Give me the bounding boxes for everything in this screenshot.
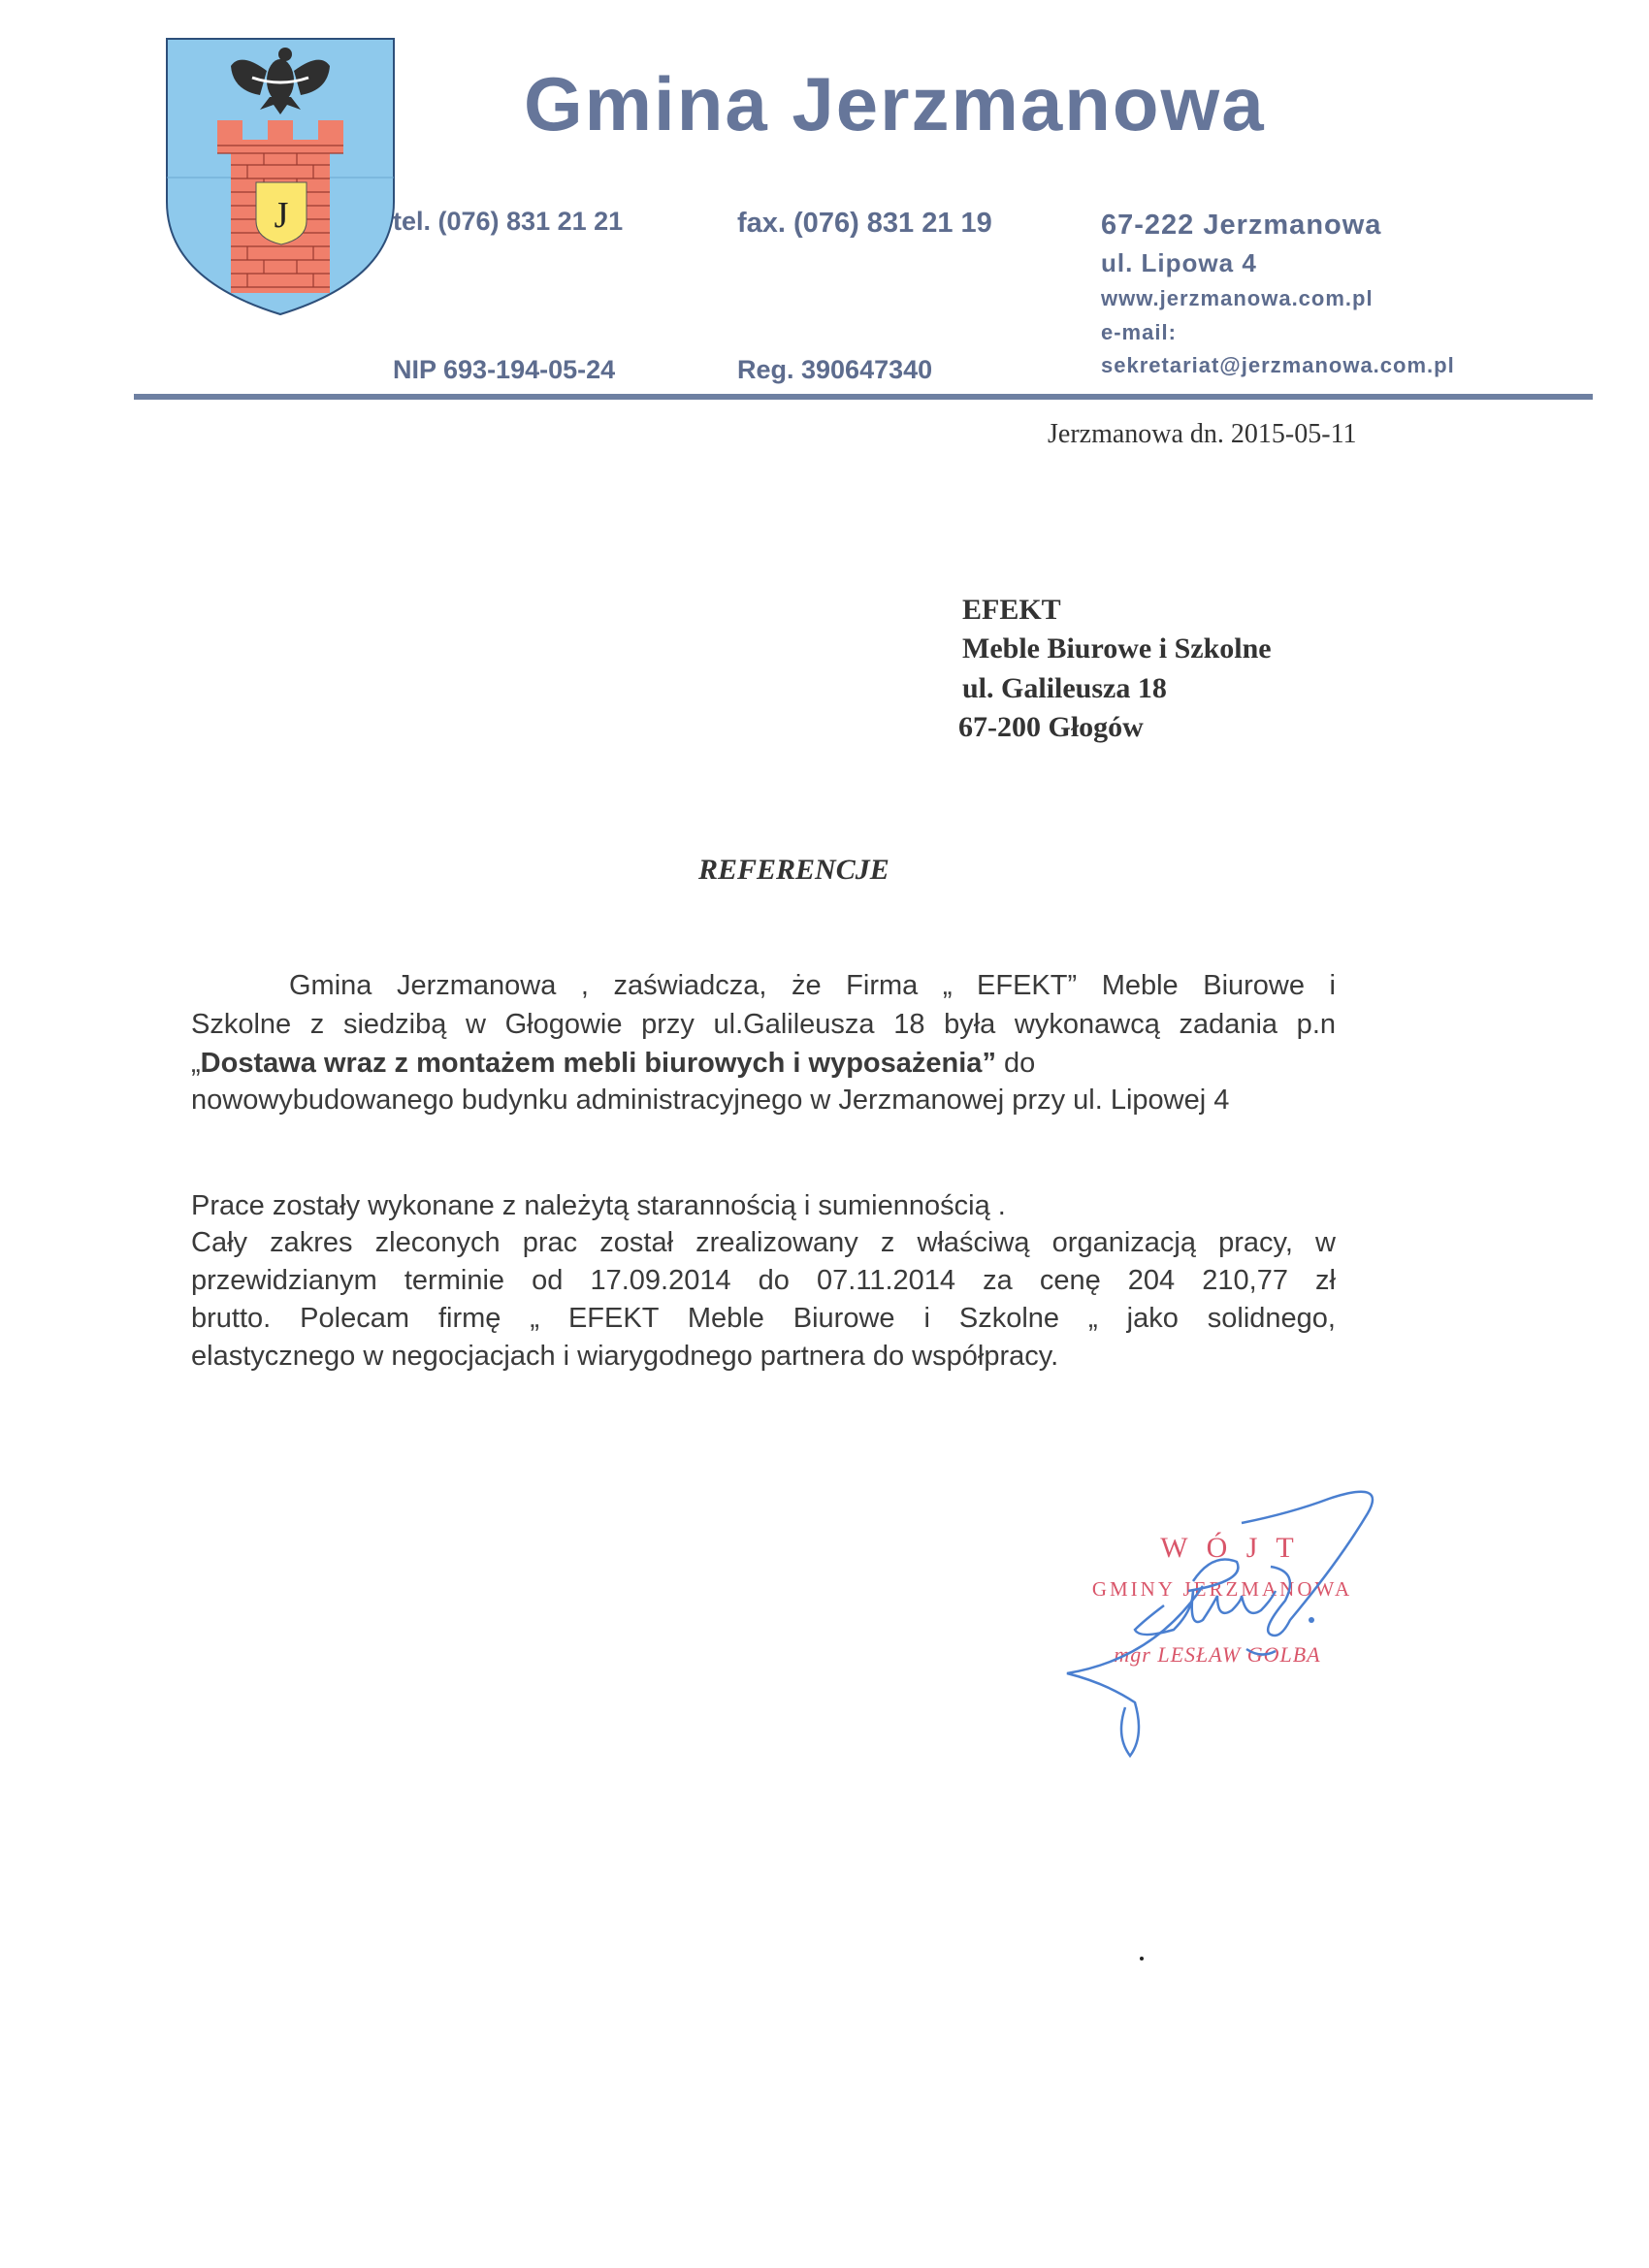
stamp-title: W Ó J T	[1160, 1532, 1300, 1564]
recipient-street: ul. Galileusza 18	[962, 672, 1167, 704]
fax-number: fax. (076) 831 21 19	[737, 208, 992, 239]
website-link[interactable]: www.jerzmanowa.com.pl	[1101, 286, 1374, 310]
paragraph1-line	[191, 1048, 1035, 1080]
document-heading: REFERENCJE	[698, 854, 889, 886]
paragraph2-line: elastycznego w negocjacjach i wiarygodnego partnera do współpracy.	[191, 1341, 1059, 1372]
stamp-name: mgr LESŁAW GOLBA	[1114, 1642, 1321, 1667]
coat-of-arms-logo	[163, 37, 400, 318]
letterhead-title: Gmina Jerzmanowa	[524, 61, 1266, 146]
paragraph1-tail: do	[995, 1048, 1036, 1079]
reg-number: Reg. 390647340	[737, 355, 933, 384]
date-line: Jerzmanowa dn. 2015-05-11	[1048, 419, 1357, 449]
scan-speck	[1140, 1957, 1144, 1960]
paragraph2-line: przewidzianym terminie od 17.09.2014 do 07.11.2014 za cenę 204 210,77 zł	[191, 1265, 1336, 1296]
paragraph1-line: Gmina Jerzmanowa , zaświadcza, że Firma „ EFEKT” Meble Biurowe i	[289, 970, 1336, 1001]
recipient-line2: Meble Biurowe i Szkolne	[962, 632, 1272, 664]
paragraph1-line: nowowybudowanego budynku administracyjnego w Jerzmanowej przy ul. Lipowej 4	[191, 1085, 1230, 1116]
postal-address: 67-222 Jerzmanowa	[1101, 210, 1382, 241]
paragraph2-line: brutto. Polecam firmę „ EFEKT Meble Biurowe i Szkolne „ jako solidnego,	[191, 1303, 1336, 1334]
quote-close: ”	[982, 1048, 996, 1079]
paragraph2-line: Cały zakres zleconych prac został zrealizowany z właściwą organizacją pracy, w	[191, 1227, 1336, 1258]
nip-number: NIP 693-194-05-24	[393, 355, 616, 384]
letterhead-divider	[134, 394, 1593, 400]
email-label: e-mail:	[1101, 320, 1177, 344]
recipient-name: EFEKT	[962, 594, 1061, 626]
recipient-city: 67-200 Głogów	[958, 711, 1144, 743]
official-stamp	[1048, 1474, 1397, 1766]
task-name: Dostawa wraz z montażem mebli biurowych i wyposażenia	[200, 1048, 983, 1079]
paragraph2-line: Prace zostały wykonane z należytą starannością i sumiennością .	[191, 1190, 1006, 1221]
tower-icon	[217, 120, 343, 293]
email-link[interactable]: sekretariat@jerzmanowa.com.pl	[1101, 353, 1455, 377]
quote-open: „	[191, 1048, 201, 1079]
stamp-office: GMINY JERZMANOWA	[1091, 1577, 1353, 1601]
phone-number: tel. (076) 831 21 21	[393, 207, 624, 236]
crest-letter: J	[274, 195, 289, 236]
street-address: ul. Lipowa 4	[1101, 248, 1257, 277]
paragraph1-line: Szkolne z siedzibą w Głogowie przy ul.Galileusza 18 była wykonawcą zadania p.n	[191, 1009, 1336, 1040]
